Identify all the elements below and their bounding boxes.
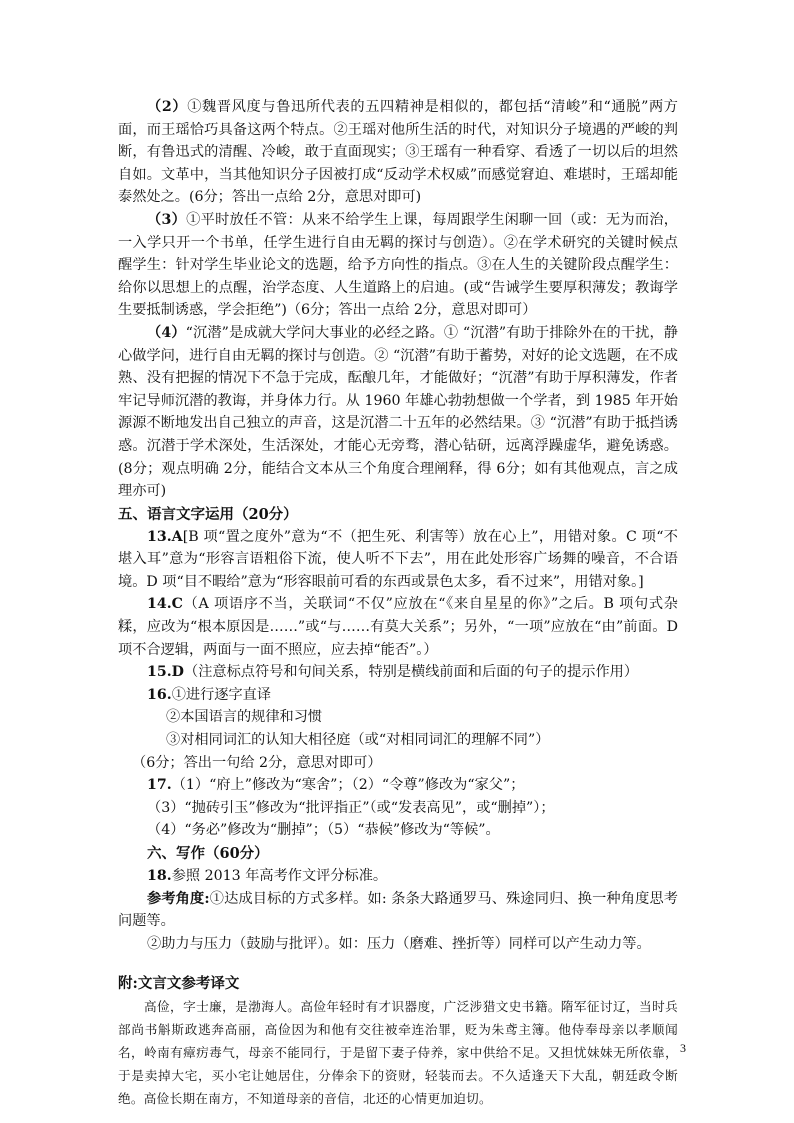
answer-16-note: （6分；答出一句给 2分，意思对即可）: [132, 754, 382, 771]
answer-number: 13.A: [147, 528, 183, 545]
answer-18: [118, 865, 678, 888]
angle-label: 参考角度:: [147, 890, 210, 907]
answer-12-4: [118, 322, 678, 503]
answer-content: [118, 96, 678, 1110]
answer-number: 14.C: [147, 596, 183, 613]
page-number: 3: [680, 1041, 686, 1055]
answer-16-item: ③对相同词汇的认知大相径庭（或“对相同词汇的理解不同”）: [166, 732, 550, 749]
answer-number: 15.D: [147, 664, 184, 681]
section-5-title: 五、语言文字运用（20分）: [118, 505, 298, 523]
appendix-title: 附:文言文参考译文: [118, 975, 240, 993]
answer-text: “沉潜”是成就大学问大事业的必经之路。① “沉潜”有助于排除外在的干扰，静心做学问，进行自由无羁的探讨与创造。② “沉潜”有助于蓄势，对好的论文选题，在不成熟、没有把握的情况下不急于完成，酝酿几年，才能做好；“沉潜”有助于厚积薄发，作者牢记导师沉潜的教诲，并身体力行。从 1960 年雄心勃勃想做一个学者，到 1985 年开始源源不断地发出自己独立的声音，这是沉潜二十五年的必然结果。③ “沉潜”有助于抵挡诱惑。沉潜于学术深处，生活深处，才能心无旁骛，潜心钻研，远离浮躁虚华，避免诱惑。(8分；观点明确 2分，能结合文本从三个角度合理阐释，得 6分；如有其他观点，言之成理亦可): [118, 324, 678, 500]
answer-17: [118, 774, 678, 797]
answer-number: （3）: [147, 211, 187, 228]
answer-number: 17.: [147, 777, 172, 794]
answer-text: ①平时放任不管：从来不给学生上课，每周跟学生闲聊一回（或：无为而治，一入学只开一个书单，任学生进行自由无羁的探讨与创造）。②在学术研究的关键时候点醒学生：针对学生毕业论文的选题，给予方向性的指点。③在人生的关键阶段点醒学生：给你以思想上的点醒，治学态度、人生道路上的启迪。(或“告诫学生要厚积薄发；教诲学生要抵制诱惑，学会拒绝”)（6分；答出一点给 2分，意思对即可）: [118, 211, 678, 319]
answer-14: [118, 593, 678, 661]
answer-16: [118, 684, 678, 707]
answer-number: 16.: [147, 686, 172, 703]
answer-16-item: ②本国语言的规律和习惯: [166, 709, 323, 726]
answer-text: [B 项“置之度外”意为“不（把生死、利害等）放在心上”，用错对象。C 项“不堪入耳”意为“形容言语粗俗下流，使人听不下去”，用在此处形容广场舞的噪音，不合语境。D 项“目不暇给”意为“形容眼前可看的东西或景色太多，看不过来”，用错对象。]: [118, 528, 678, 590]
answer-text: ①魏晋风度与鲁迅所代表的五四精神是相似的，都包括“清峻”和“通脱”两方面，而王瑶恰巧具备这两个特点。②王瑶对他所生活的时代，对知识分子境遇的严峻的判断，有鲁迅式的清醒、冷峻，敢于直面现实；③王瑶有一种看穿、看透了一切以后的坦然自如。文革中，当其他知识分子因被打成“反动学术权威”而感觉窘迫、难堪时，王瑶却能泰然处之。(6分；答出一点给 2分，意思对即可): [118, 99, 678, 206]
answer-12-2: [118, 96, 678, 209]
angle-text: ①达成目标的方式多样。如: 条条大路通罗马、殊途同归、换一种角度思考问题等。: [118, 890, 678, 930]
answer-text: （A 项语序不当，关联词“不仅”应放在“《来自星星的你》”之后。B 项句式杂糅，应改为“根本原因是……”或“与……有莫大关系”；另外，“一项”应放在“由”前面。D 项不合逻辑，两面与一面不照应，应去掉“能否”。）: [118, 596, 678, 658]
answer-18-angle: [118, 888, 678, 933]
answer-12-3: [118, 209, 678, 322]
appendix-translation: 高俭，字士廉，是渤海人。高俭年轻时有才识器度，广泛涉猎文史书籍。隋军征讨辽，当时兵部尚书斛斯政逃奔高丽，高俭因为和他有交往被牵连治罪，贬为朱鸢主簿。他侍奉母亲以孝顺闻名，岭南有瘴疠毒气，母亲不能同行，于是留下妻子侍养，家中供给不足。又担忧妹妹无所依靠，于是卖掉大宅，买小宅让她居住，分俸余下的资财，轻装而去。不久适逢天下大乱，朝廷政令断绝。高俭长期在南方，不知道母亲的音信，北还的心情更加迫切。: [118, 999, 678, 1107]
answer-17-line: （3）“抛砖引玉”修改为“批评指正”（或“发表高见”，或“删掉”）；: [147, 799, 555, 816]
answer-number: （4）: [147, 324, 186, 341]
spacer: [118, 955, 678, 973]
answer-text: 参照 2013 年高考作文评分标准。: [171, 868, 388, 884]
answer-17-line: （4）“务必”修改为“删掉”；（5）“恭候”修改为“等候”。: [147, 822, 500, 839]
answer-line: （1）“府上”修改为“寒舍”；（2）“令尊”修改为“家父”；: [171, 777, 525, 794]
answer-18-angle-2: ②助力与压力（鼓励与批评）。如：压力（磨难、挫折等）同样可以产生动力等。: [147, 935, 651, 952]
answer-number: 18.: [147, 868, 172, 884]
answer-number: （2）: [147, 99, 188, 115]
answer-text: （注意标点符号和句间关系，特别是横线前面和后面的句子的提示作用）: [184, 664, 639, 681]
answer-item: ①进行逐字直译: [171, 686, 272, 703]
answer-15: [118, 661, 678, 684]
answer-13: [118, 526, 678, 594]
section-6-title: 六、写作（60分）: [147, 845, 269, 862]
